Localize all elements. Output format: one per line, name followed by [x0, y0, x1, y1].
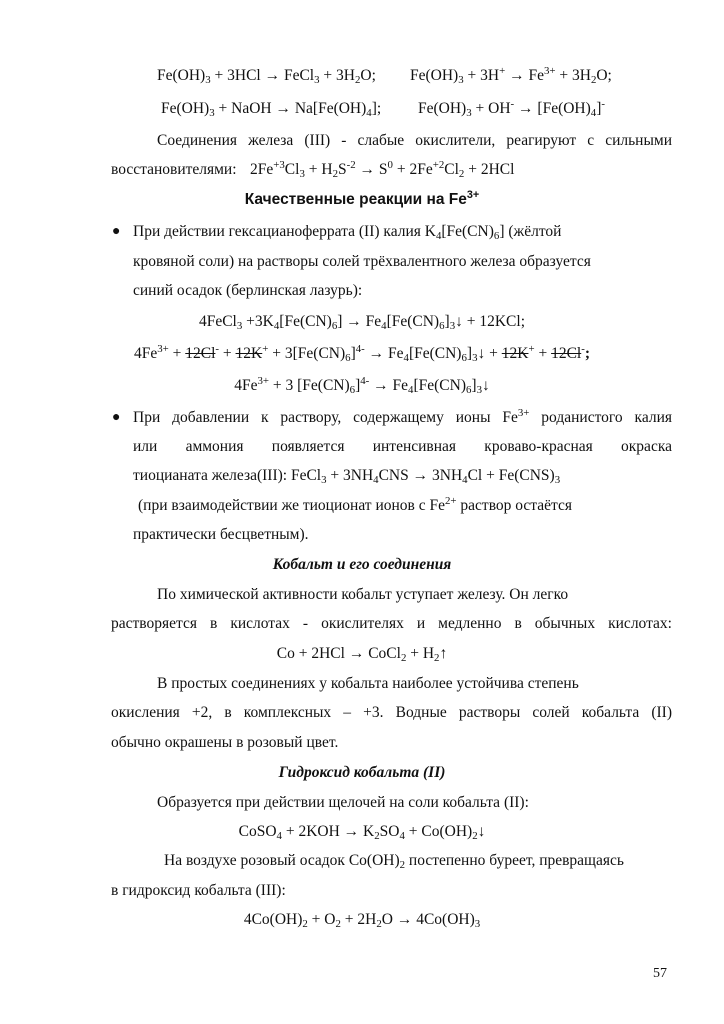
- bullet-icon: ●: [112, 224, 121, 239]
- heading-cobalt: Кобальт и его соединения: [272, 556, 452, 573]
- bullet-thiocyanate-line1: При добавлении к раствору, содержащему ионы $Fe^{3+}$ роданистого калия: [133, 407, 672, 426]
- heading-cobalt-hydroxide: Гидроксид кобальта (II): [278, 764, 446, 781]
- equation-fe-oh3-hcl: $Fe(OH)_3 + 3HCl$ → FeCl$_3$ + $3H_2O$;: [157, 67, 376, 86]
- bullet-thiocyanate-line2: или аммония появляется интенсивная кроваво-красная окраска: [133, 438, 672, 455]
- equation-prussian-blue-full-ionic: $4Fe^{3+} + 12Cl^- + 12K^+ + 3[Fe(CN)_6]^{4-}$ → $Fe_4[Fe(CN)_6]_3↓ + 12K^+ + 12Cl^-$;: [133, 343, 591, 364]
- equation-fe-oh3-oh-ion: $Fe(OH)_3 + OH^- \to [Fe(OH)_4]^-$: [418, 98, 605, 119]
- paragraph-cobalt-activity-line2: растворяется в кислотах - окислителях и медленно в обычных кислотах:: [111, 615, 672, 632]
- equation-prussian-blue-molecular: 4FeCl$_3$ $+3K_4[Fe(CN)_6]$ → $Fe_4[Fe(CN)_6]_3↓ + 12KCl$;: [198, 313, 526, 332]
- equation-co-hcl: Co + 2HCl → CoCl$_2$ + $H_2↑$: [276, 645, 448, 664]
- paragraph-reducers-label: восстановителями:: [111, 161, 237, 178]
- bullet-ferrocyanide-line2: кровяной соли) на растворы солей трёхвалентного железа образуется: [133, 253, 591, 270]
- equation-fe-oh3-naoh: $Fe(OH)_3$ + NaOH → $Na[Fe(OH)_4]$;: [161, 100, 382, 119]
- heading-qualitative-reactions: Качественные реакции на $Fe^{3+}$: [244, 189, 480, 208]
- bullet-ferrocyanide-line1: При действии гексацианоферрата (II) калия $K_4[Fe(CN)_6]$ (жёлтой: [133, 223, 562, 242]
- bullet-thiocyanate-line5: практически бесцветным).: [133, 526, 309, 543]
- paragraph-cobalt-activity-line1: По химической активности кобальт уступает железу. Он легко: [157, 586, 569, 603]
- bullet-thiocyanate-line4: (при взаимодействии же тиоционат ионов с $Fe^{2+}$ раствор остаётся: [138, 495, 572, 514]
- paragraph-oxidation-line3: обычно окрашены в розовый цвет.: [111, 734, 339, 751]
- equation-prussian-blue-short-ionic: $4Fe^{3+} + 3$ $[Fe(CN)_6]^{4-}$ → $Fe_4[Fe(CN)_6]_3↓$: [234, 375, 490, 396]
- bullet-icon: ●: [112, 410, 121, 425]
- paragraph-air-oxidation-line1: На воздухе розовый осадок $Co(OH)_2$ постепенно буреет, превращаясь: [164, 852, 624, 871]
- page-number: 57: [653, 966, 667, 981]
- paragraph-air-oxidation-line2: в гидроксид кобальта (III):: [111, 882, 286, 899]
- bullet-thiocyanate-line3: тиоцианата железа(III): FeCl$_3$ + $3NH_4CNS \to 3NH_4Cl + Fe(CNS)_3$: [133, 467, 561, 486]
- paragraph-oxidation-line1: В простых соединениях у кобальта наиболее устойчива степень: [157, 675, 579, 692]
- equation-coso4-koh: CoSO$_4$ + $2KOH \to K_2SO_4$ + $Co(OH)_2↓$: [238, 823, 486, 842]
- bullet-ferrocyanide-line3: синий осадок (берлинская лазурь):: [133, 282, 363, 299]
- paragraph-hydroxide-formation: Образуется при действии щелочей на соли кобальта (II):: [157, 794, 529, 811]
- paragraph-oxidation-line2: окисления +2, в комплексных – +3. Водные растворы солей кобальта (II): [111, 704, 672, 721]
- equation-co-oh2-oxidation: $4Co(OH)_2 + O_2 + 2H_2O \to 4Co(OH)_3$: [243, 911, 481, 930]
- equation-fe-h2s: $2Fe^{+3}Cl_3 + H_2S^{-2} \to S^0 + 2Fe^{+2}Cl_2 + 2HCl$: [250, 159, 515, 180]
- equation-fe-oh3-h-ion: $Fe(OH)_3 + 3H^+ \to Fe^{3+} + 3H_2O$;: [410, 65, 612, 86]
- paragraph-iron-oxidizers: Соединения железа (III) - слабые окислители, реагируют с сильными: [157, 132, 672, 149]
